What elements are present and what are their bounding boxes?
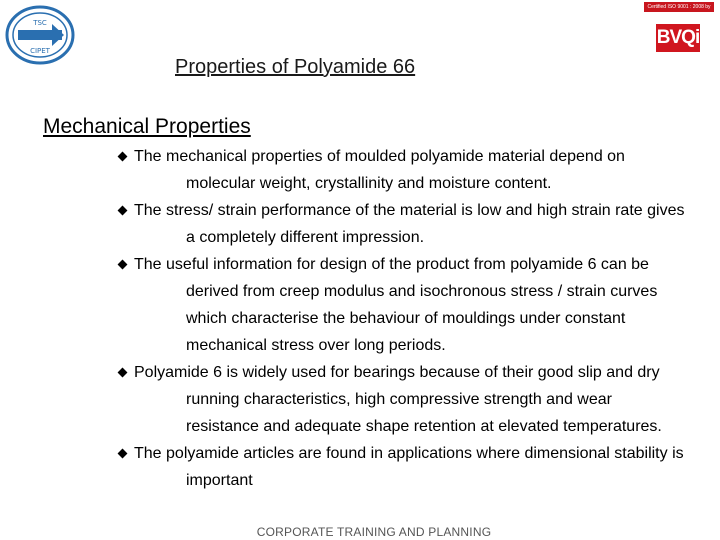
bullet-text: The mechanical properties of moulded polyamide material depend on molecular weight, crystallinity and moisture content. — [134, 148, 625, 192]
logo-text-top: TSC — [33, 19, 47, 27]
cipet-logo — [4, 4, 76, 66]
diamond-bullet-icon — [118, 260, 128, 270]
bvqi-brand-text: BVQi — [656, 24, 700, 52]
diamond-bullet-icon — [118, 449, 128, 459]
diamond-bullet-icon — [118, 206, 128, 216]
bullet-item — [115, 143, 685, 197]
bullet-text: The stress/ strain performance of the material is low and high strain rate gives a completely different impression. — [134, 202, 685, 246]
bullet-text: The useful information for design of the product from polyamide 6 can be derived from creep modulus and isochronous stress / strain curves which characterise the behaviour of mouldings under constant mechanical stress over long periods. — [134, 256, 658, 354]
bullet-item — [115, 440, 685, 494]
bullet-item — [115, 197, 685, 251]
bvqi-logo — [644, 2, 714, 52]
bullet-item — [115, 251, 685, 359]
bullet-list — [115, 143, 685, 494]
slide-title: Properties of Polyamide 66 — [175, 56, 416, 78]
diamond-bullet-icon — [118, 152, 128, 162]
logo-text-bottom: CIPET — [30, 47, 50, 55]
bullet-text: Polyamide 6 is widely used for bearings because of their good slip and dry running characteristics, high compressive strength and wear resistance and adequate shape retention at elevated temperatures. — [134, 364, 662, 435]
footer-text: CORPORATE TRAINING AND PLANNING — [256, 525, 492, 539]
bullet-text: The polyamide articles are found in applications where dimensional stability is important — [134, 445, 684, 489]
section-heading: Mechanical Properties — [43, 115, 251, 138]
bullet-item — [115, 359, 685, 440]
certification-text: Certified ISO 9001 : 2008 by — [644, 2, 714, 12]
diamond-bullet-icon — [118, 368, 128, 378]
